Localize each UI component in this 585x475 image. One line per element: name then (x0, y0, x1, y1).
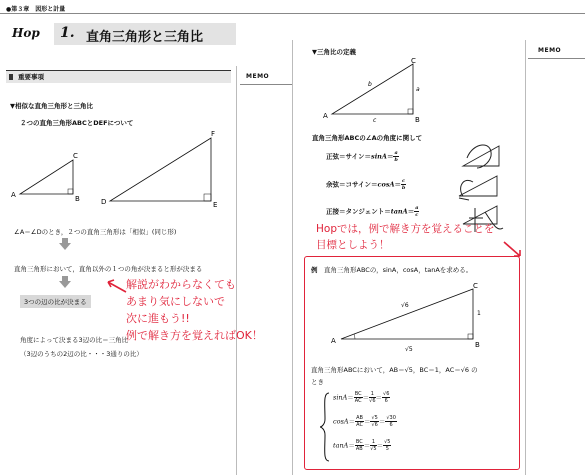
mnemonic-sketches (453, 138, 508, 234)
ratio-box: 3つの辺の比が決まる (20, 295, 91, 308)
title-number: 1. (60, 25, 75, 41)
definition-triangle-figure (320, 58, 430, 124)
label-e: E (213, 201, 218, 209)
chapter-header: ●第３章 図形と計量 (6, 6, 66, 13)
example-triangle-figure (325, 283, 505, 355)
right-angle-def (408, 109, 413, 114)
sin-def: 正弦＝サイン＝sinA＝ $\frac{a}{b}$ (326, 150, 398, 163)
example-intro: 例 直角三角形ABCの，sinA，cosA，tanAを求める。 (311, 266, 473, 274)
angle-note: 角度によって決まる3辺の比＝三角比 (20, 336, 129, 344)
memo-divider-left (236, 66, 237, 475)
similar-triangles-figure (0, 130, 240, 210)
label-b: B (75, 195, 80, 203)
example-row-tan: tanA＝ $\frac{BC}{AB}$ ＝ $\frac{1}{√5}$ ＝ $\frac{√5}{5}$ (333, 439, 391, 452)
similar-heading: ▼相似な直角三角形と三角比 (10, 102, 93, 110)
example-right-angle (468, 334, 473, 339)
example-label-ac: √6 (401, 302, 409, 309)
example-label-c: C (473, 283, 478, 290)
tan-def: 正接＝タンジェント＝tanA＝ $\frac{a}{c}$ (326, 205, 419, 218)
label-d: D (101, 198, 107, 206)
angle-text: ∠A＝∠Dのとき，２つの直角三角形は「相似」(同じ形) (14, 228, 177, 236)
example-label-a: A (331, 337, 336, 345)
similar-subheading: ２つの直角三角形ABCとDEFについて (20, 119, 134, 127)
section-bar (6, 70, 231, 83)
top-annotation (316, 221, 494, 253)
hop-label: Hop (12, 26, 40, 40)
right-angle-b (68, 189, 73, 194)
def-label-b: B (415, 116, 420, 124)
page-divider (292, 40, 293, 475)
definition-intro: 直角三角形ABCの∠Aの角度に関して (312, 134, 423, 142)
definition-heading: ▼三角比の定義 (312, 48, 356, 56)
example-given-2: とき (311, 378, 324, 386)
triangle-def-abc (332, 64, 413, 114)
label-f: F (211, 130, 216, 138)
right-angle-e (204, 194, 211, 201)
example-brace (319, 391, 331, 463)
example-label-b: B (475, 341, 480, 349)
down-arrow-2 (58, 276, 72, 290)
memo-label-right: MEMO (538, 47, 562, 54)
def-label-side-c: c (373, 117, 377, 124)
example-angle-a (354, 334, 355, 339)
left-annotation-line: 解説がわからなくても (126, 278, 236, 291)
left-annotation-line: 例で解き方を覚えればOK！ (126, 329, 263, 342)
triangle-abc (20, 160, 73, 194)
ratio-text: 直角三角形において，直角以外の１つの角が決まると形が決まる (14, 265, 203, 273)
down-arrow-1 (58, 238, 72, 252)
label-a: A (11, 191, 16, 199)
example-row-cos: cosA＝ $\frac{AB}{AC}$ ＝ $\frac{√5}{√6}$ ＝ $\frac{√30}{6}$ (333, 415, 396, 428)
example-row-sin: sinA＝ $\frac{BC}{AC}$ ＝ $\frac{1}{√6}$ ＝ $\frac{√6}{6}$ (333, 391, 390, 404)
triangle-def (110, 138, 211, 201)
def-label-side-a: a (416, 86, 420, 93)
title-bar (6, 23, 236, 45)
section-label: 重要事項 (18, 73, 44, 81)
memo-rule-right (528, 58, 585, 59)
example-given-1: 直角三角形ABCにおいて，AB＝√5，BC＝1，AC＝√6 の (311, 366, 478, 374)
example-label-ab: √5 (405, 346, 413, 353)
top-annotation-line: 目標としよう！ (316, 239, 390, 251)
ratio-note: （3辺のうちの2辺の比・・・3通りの比） (20, 350, 143, 358)
example-triangle (341, 289, 473, 339)
example-results (333, 391, 513, 463)
memo-label-left: MEMO (246, 73, 270, 80)
top-annotation-line: Hopでは，例で解き方を覚えることを (316, 223, 495, 235)
label-c: C (73, 152, 78, 160)
page-title: 直角三角形と三角比 (86, 30, 204, 45)
memo-rule-left (240, 84, 292, 85)
example-label-bc: 1 (477, 310, 481, 317)
example-box (304, 256, 520, 470)
header-rule (0, 13, 585, 14)
cos-def: 余弦＝コサイン＝cosA＝ $\frac{c}{b}$ (326, 178, 406, 191)
def-label-a: A (323, 112, 328, 120)
left-annotation-line: あまり気にしないで (126, 295, 225, 308)
red-arrow-left (102, 274, 128, 296)
left-annotation (126, 276, 263, 344)
def-label-side-b: b (368, 81, 372, 88)
def-label-c: C (411, 58, 416, 65)
left-annotation-line: 次に進もう!! (126, 312, 190, 325)
